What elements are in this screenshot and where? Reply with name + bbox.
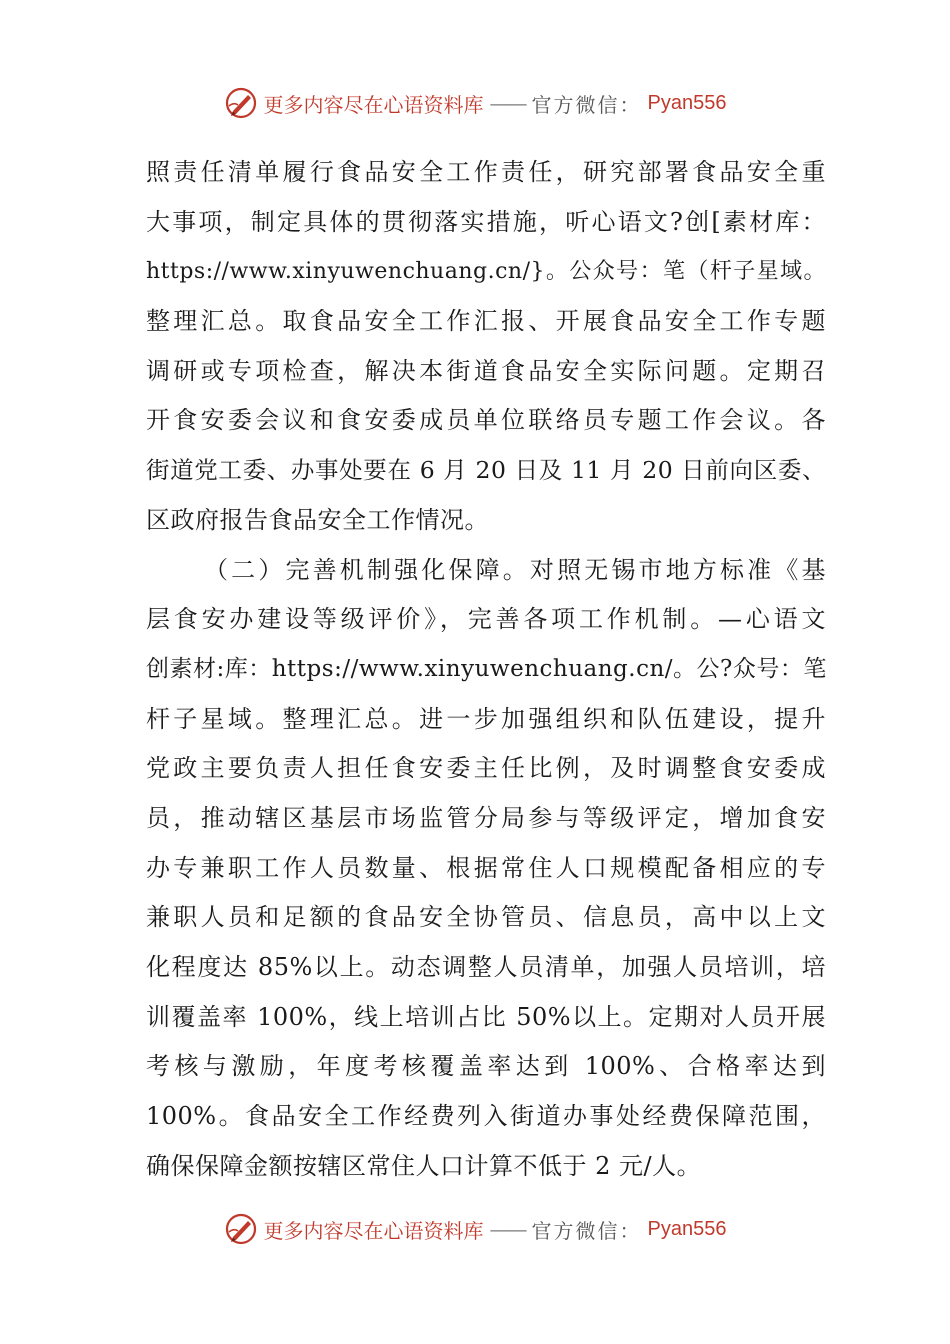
text-line: 街道党工委、办事处要在 6 月 20 日及 11 月 20 日前向区委、 [146,456,826,485]
text-line: 区政府报告食品安全工作情况。 [146,505,489,534]
text-line: 化程度达 85%以上。动态调整人员清单，加强人员培训，培 [146,953,826,981]
banner-wechat-label: 官方微信： [531,1218,642,1243]
text-line: 确保保障金额按辖区常住人口计算不低于 2 元/人。 [146,1151,702,1180]
banner-wechat-id: Pyan556 [647,1217,727,1240]
text-line: 杆子星域。整理汇总。进一步加强组织和队伍建设，提升 [146,704,826,733]
text-line: 100%。食品安全工作经费列入街道办事处经费保障范围， [146,1102,826,1131]
paragraph-2 [146,546,826,1192]
footer-banner [0,1212,950,1246]
banner-main-text: 更多内容尽在心语资料库 [263,1218,484,1243]
banner-main-text: 更多内容尽在心语资料库 [263,92,484,117]
text-line: 大事项，制定具体的贯彻落实措施，听心语文?创[素材库： [146,207,826,236]
text-line: 层食安办建设等级评价》，完善各项工作机制。—心语文 [146,605,826,634]
header-banner [0,86,950,120]
text-line: 员，推动辖区基层市场监管分局参与等级评定，增加食安 [146,803,826,832]
pen-logo-icon [224,1212,258,1246]
banner-wechat-label: 官方微信： [531,92,642,117]
text-line: 考核与激励，年度考核覆盖率达到 100%、合格率达到 [146,1052,826,1081]
text-line: 党政主要负责人担任食安委主任比例，及时调整食安委成 [146,754,826,783]
banner-wechat-id: Pyan556 [647,91,727,114]
text-line: https://www.xinyuwenchuang.cn/}。公众号：笔（杆子星域。 [146,259,826,285]
text-line: 照责任清单履行食品安全工作责任，研究部署食品安全重 [146,158,826,186]
text-line: 兼职人员和足额的食品安全协管员、信息员，高中以上文 [146,903,826,932]
text-line: 办专兼职工作人员数量、根据常住人口规模配备相应的专 [146,853,826,882]
text-line: 整理汇总。取食品安全工作汇报、开展食品安全工作专题 [146,307,826,336]
banner-dash: —— [489,1217,526,1241]
pen-logo-icon [224,86,258,120]
text-line: 调研或专项检查，解决本街道食品安全实际问题。定期召 [146,356,826,385]
banner-dash: —— [489,91,526,115]
text-line: 创素材:库：https://www.xinyuwenchuang.cn/。公?众号：笔 [146,655,827,682]
paragraph-1 [146,148,826,546]
text-line: （二）完善机制强化保障。对照无锡市地方标准《基 [204,555,826,584]
document-body [146,148,826,1191]
text-line: 开食安委会议和食安委成员单位联络员专题工作会议。各 [146,406,826,435]
text-line: 训覆盖率 100%，线上培训占比 50%以上。定期对人员开展 [146,1002,826,1031]
